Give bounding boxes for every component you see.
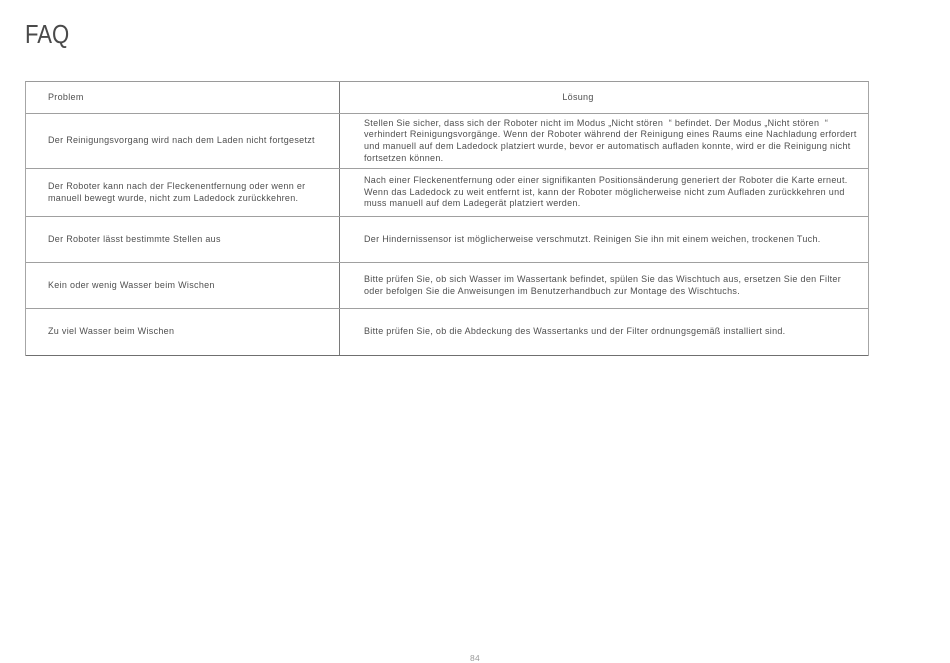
table-row [26, 114, 868, 169]
table-header-row [26, 82, 868, 114]
table-row [26, 309, 868, 356]
table-row [26, 263, 868, 309]
table-row [26, 217, 868, 263]
page-number: 84 [469, 653, 481, 663]
solution-cell: Der Hindernissensor ist möglicherweise verschmutzt. Reinigen Sie ihn mit einem weichen, trockenen Tuch. [364, 233, 821, 244]
problem-cell: Zu viel Wasser beim Wischen [26, 309, 340, 355]
solution-cell: Bitte prüfen Sie, ob die Abdeckung des Wassertanks und der Filter ordnungsgemäß installiert sind. [364, 326, 786, 337]
problem-cell: Kein oder wenig Wasser beim Wischen [26, 263, 340, 308]
column-header-solution: Lösung [562, 91, 594, 102]
page-title: FAQ [25, 19, 70, 49]
problem-cell: Der Roboter lässt bestimmte Stellen aus [26, 217, 340, 262]
solution-cell: Nach einer Fleckenentfernung oder einer signifikanten Positionsänderung generiert der Roboter die Karte erneut. Wenn das Ladedock zu weit entfernt ist, kann der Roboter möglicherweise nicht zum Aufladen zurückkehren und muss manuell auf dem Ladegerät platziert werden. [364, 175, 851, 209]
problem-cell: Der Roboter kann nach der Fleckenentfernung oder wenn er manuell bewegt wurde, nicht zum Ladedock zurückkehren. [26, 169, 340, 216]
faq-table [25, 81, 869, 356]
solution-cell: Bitte prüfen Sie, ob sich Wasser im Wassertank befindet, spülen Sie das Wischtuch aus, ersetzen Sie den Filter oder befolgen Sie die Anweisungen im Benutzerhandbuch zur Montage des Wischtuchs. [364, 273, 844, 296]
column-header-problem: Problem [26, 82, 340, 113]
problem-cell: Der Reinigungsvorgang wird nach dem Laden nicht fortgesetzt [26, 114, 340, 168]
solution-cell: Stellen Sie sicher, dass sich der Roboter nicht im Modus „Nicht stören “ befindet. Der Modus „Nicht stören “ verhindert Reinigungsvorgänge. Wenn der Roboter während der Reinigung eines Raums eine Nachladung erfordert und manuell auf dem Ladedock platziert wurde, bevor er automatisch aufladen konnte, wird er die Reinigung nicht fortsetzen können. [364, 117, 860, 163]
table-row [26, 169, 868, 217]
